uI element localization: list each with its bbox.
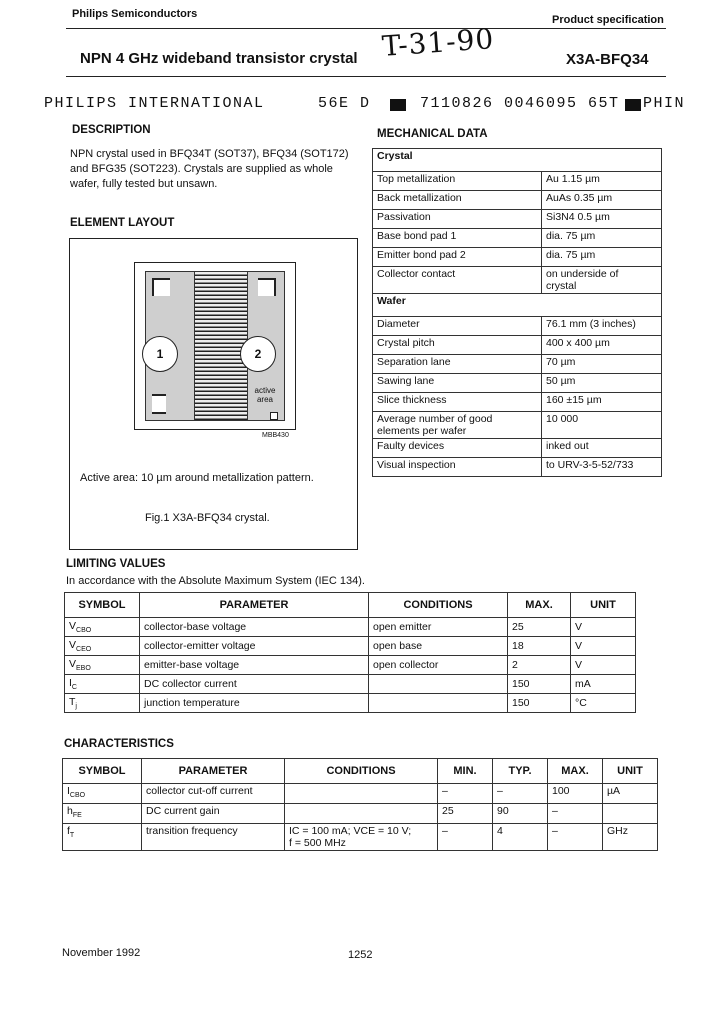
table-row [373, 355, 662, 374]
column-header: CONDITIONS [285, 759, 438, 784]
table-header-row [65, 593, 636, 618]
symbol-cell [63, 824, 142, 851]
column-header: MIN. [438, 759, 493, 784]
column-header: MAX. [508, 593, 571, 618]
mech-key: Back metallization [373, 191, 542, 210]
typ-cell: – [493, 784, 548, 804]
mech-key [373, 412, 542, 439]
description-line: NPN crystal used in BFQ34T (SOT37), BFQ34 (SOT172) [70, 148, 349, 160]
parameter-cell: DC current gain [142, 804, 285, 824]
symbol: I [69, 676, 72, 689]
group-label: Crystal [373, 149, 662, 172]
symbol: V [69, 619, 77, 632]
symbol-subscript: FE [72, 812, 82, 820]
conditions-cell [285, 784, 438, 804]
table-row [373, 267, 662, 294]
table-row [65, 675, 636, 694]
mech-key: Sawing lane [373, 374, 542, 393]
column-header: PARAMETER [142, 759, 285, 784]
symbol: I [67, 785, 70, 797]
parameter-cell: collector-emitter voltage [140, 637, 369, 656]
mech-value-line: crystal [546, 280, 577, 292]
unit-cell [603, 804, 658, 824]
figure-code: MBB430 [262, 432, 289, 439]
symbol-cell [63, 804, 142, 824]
table-row [65, 656, 636, 675]
mech-key: Faulty devices [373, 439, 542, 458]
company-name: Philips Semiconductors [72, 8, 198, 20]
mech-key: Top metallization [373, 172, 542, 191]
symbol-subscript: C [71, 684, 77, 692]
mech-value [542, 267, 662, 294]
symbol: V [69, 638, 77, 651]
table-row [63, 804, 658, 824]
max-cell: 2 [508, 656, 571, 675]
min-cell: – [438, 824, 493, 851]
bottom-mark-icon [152, 394, 166, 414]
max-cell: – [548, 824, 603, 851]
mech-value: inked out [542, 439, 662, 458]
max-cell: 150 [508, 694, 571, 713]
mechanical-table [372, 148, 662, 477]
symbol-subscript: j [75, 703, 77, 711]
bond-pad-1: 1 [142, 336, 178, 372]
active-area-label-line: active [254, 386, 276, 395]
stamp-block-2 [625, 98, 641, 116]
stamp-codes: 7110826 0046095 65T [420, 95, 620, 112]
corner-mark-icon [152, 278, 170, 296]
typ-cell: 4 [493, 824, 548, 851]
description-line: wafer, fully tested but unsawn. [70, 178, 218, 190]
document-type: Product specification [552, 14, 664, 26]
mech-value: Au 1.15 µm [542, 172, 662, 191]
limiting-subheading: In accordance with the Absolute Maximum System (IEC 134). [66, 575, 365, 587]
mech-key: Diameter [373, 317, 542, 336]
symbol-cell [63, 784, 142, 804]
mech-value: AuAs 0.35 µm [542, 191, 662, 210]
table-row [65, 618, 636, 637]
stamp-right: PHIN [643, 95, 686, 112]
table-row [373, 412, 662, 439]
table-row [63, 824, 658, 851]
page-number: 1252 [348, 949, 373, 961]
symbol-subscript: T [69, 832, 75, 840]
mech-key: Emitter bond pad 2 [373, 248, 542, 267]
unit-cell: V [571, 618, 636, 637]
table-row [373, 210, 662, 229]
parameter-cell: DC collector current [140, 675, 369, 694]
conditions-cell [285, 824, 438, 851]
max-cell: 18 [508, 637, 571, 656]
part-code: X3A-BFQ34 [566, 51, 649, 68]
symbol-cell [65, 637, 140, 656]
active-area-note: Active area: 10 µm around metallization pattern. [80, 472, 314, 484]
limiting-heading: LIMITING VALUES [66, 558, 166, 570]
symbol-subscript: EBO [76, 665, 91, 673]
table-row [373, 393, 662, 412]
unit-cell: V [571, 656, 636, 675]
table-row [373, 374, 662, 393]
min-cell: – [438, 784, 493, 804]
mech-value: to URV-3-5-52/733 [542, 458, 662, 477]
mech-value-line: on underside of [546, 268, 619, 280]
unit-cell: V [571, 637, 636, 656]
mech-value: 76.1 mm (3 inches) [542, 317, 662, 336]
parameter-cell: transition frequency [142, 824, 285, 851]
symbol-subscript: CBO [76, 627, 92, 635]
description-text [70, 147, 349, 192]
corner-mark-icon [258, 278, 276, 296]
parameter-cell: emitter-base voltage [140, 656, 369, 675]
conditions-cell [285, 804, 438, 824]
mech-value: 50 µm [542, 374, 662, 393]
mech-value: 70 µm [542, 355, 662, 374]
table-row [373, 229, 662, 248]
mech-value: 10 000 [542, 412, 662, 439]
characteristics-table [62, 758, 658, 851]
unit-cell: °C [571, 694, 636, 713]
symbol-cell [65, 675, 140, 694]
conditions-cell: open collector [369, 656, 508, 675]
symbol-cell [65, 618, 140, 637]
alignment-mark-icon [270, 412, 278, 420]
active-area-label [250, 386, 280, 404]
conditions-cell: open base [369, 637, 508, 656]
max-cell: 25 [508, 618, 571, 637]
parameter-cell: junction temperature [140, 694, 369, 713]
element-layout-heading: ELEMENT LAYOUT [70, 217, 175, 229]
conditions-line: IC = 100 mA; VCE = 10 V; [289, 825, 412, 837]
crystal-drawing [134, 262, 296, 430]
mech-key: Visual inspection [373, 458, 542, 477]
active-area-label-line: area [256, 395, 273, 404]
symbol-subscript: CEO [76, 646, 92, 654]
max-cell: – [548, 804, 603, 824]
column-header: UNIT [571, 593, 636, 618]
symbol-cell [65, 694, 140, 713]
column-header: UNIT [603, 759, 658, 784]
min-cell: 25 [438, 804, 493, 824]
title-rule [66, 76, 666, 77]
column-header: MAX. [548, 759, 603, 784]
table-row [373, 172, 662, 191]
table-row [65, 637, 636, 656]
limiting-table [64, 592, 636, 713]
column-header: PARAMETER [140, 593, 369, 618]
stamp-mid: 56E D [318, 95, 371, 112]
table-row [373, 317, 662, 336]
mech-key: Passivation [373, 210, 542, 229]
mech-key: Separation lane [373, 355, 542, 374]
characteristics-heading: CHARACTERISTICS [64, 738, 174, 750]
mech-value: dia. 75 µm [542, 248, 662, 267]
table-row [373, 439, 662, 458]
mech-value: Si3N4 0.5 µm [542, 210, 662, 229]
bond-pad-2: 2 [240, 336, 276, 372]
mech-value: 400 x 400 µm [542, 336, 662, 355]
symbol: T [69, 695, 76, 708]
mech-value: 160 ±15 µm [542, 393, 662, 412]
max-cell: 100 [548, 784, 603, 804]
symbol-cell [65, 656, 140, 675]
mech-value: dia. 75 µm [542, 229, 662, 248]
mech-key: Slice thickness [373, 393, 542, 412]
table-row [373, 336, 662, 355]
symbol-subscript: CBO [69, 792, 86, 800]
column-header: SYMBOL [65, 593, 140, 618]
description-line: and BFG35 (SOT223). Crystals are supplied as whole [70, 163, 333, 175]
column-header: SYMBOL [63, 759, 142, 784]
table-group-row [373, 294, 662, 317]
stamp-block-1 [390, 98, 406, 116]
table-row [373, 191, 662, 210]
unit-cell: mA [571, 675, 636, 694]
max-cell: 150 [508, 675, 571, 694]
column-header: TYP. [493, 759, 548, 784]
table-row [63, 784, 658, 804]
interdigitated-fingers [194, 272, 248, 420]
stamp-company: PHILIPS INTERNATIONAL [44, 95, 265, 112]
group-label: Wafer [373, 294, 662, 317]
description-heading: DESCRIPTION [72, 124, 151, 136]
symbol: h [67, 805, 73, 817]
mech-key-line: Average number of good [377, 413, 493, 425]
handwritten-note: T-31-90 [380, 22, 496, 63]
parameter-cell: collector-base voltage [140, 618, 369, 637]
parameter-cell: collector cut-off current [142, 784, 285, 804]
conditions-cell [369, 675, 508, 694]
conditions-cell [369, 694, 508, 713]
mechanical-heading: MECHANICAL DATA [377, 128, 488, 140]
page-title: NPN 4 GHz wideband transistor crystal [80, 50, 358, 67]
symbol: V [69, 657, 77, 670]
crystal-die [145, 271, 285, 421]
conditions-line: f = 500 MHz [289, 837, 346, 849]
mech-key: Collector contact [373, 267, 542, 294]
header-rule [66, 28, 666, 29]
table-group-row [373, 149, 662, 172]
mech-key-line: elements per wafer [377, 425, 467, 437]
symbol: f [67, 825, 70, 837]
figure-caption: Fig.1 X3A-BFQ34 crystal. [145, 512, 270, 524]
mech-key: Crystal pitch [373, 336, 542, 355]
table-row [373, 248, 662, 267]
mech-key: Base bond pad 1 [373, 229, 542, 248]
typ-cell: 90 [493, 804, 548, 824]
table-header-row [63, 759, 658, 784]
footer-date: November 1992 [62, 947, 141, 959]
table-row [373, 458, 662, 477]
unit-cell: GHz [603, 824, 658, 851]
unit-cell: µA [603, 784, 658, 804]
table-row [65, 694, 636, 713]
column-header: CONDITIONS [369, 593, 508, 618]
conditions-cell: open emitter [369, 618, 508, 637]
